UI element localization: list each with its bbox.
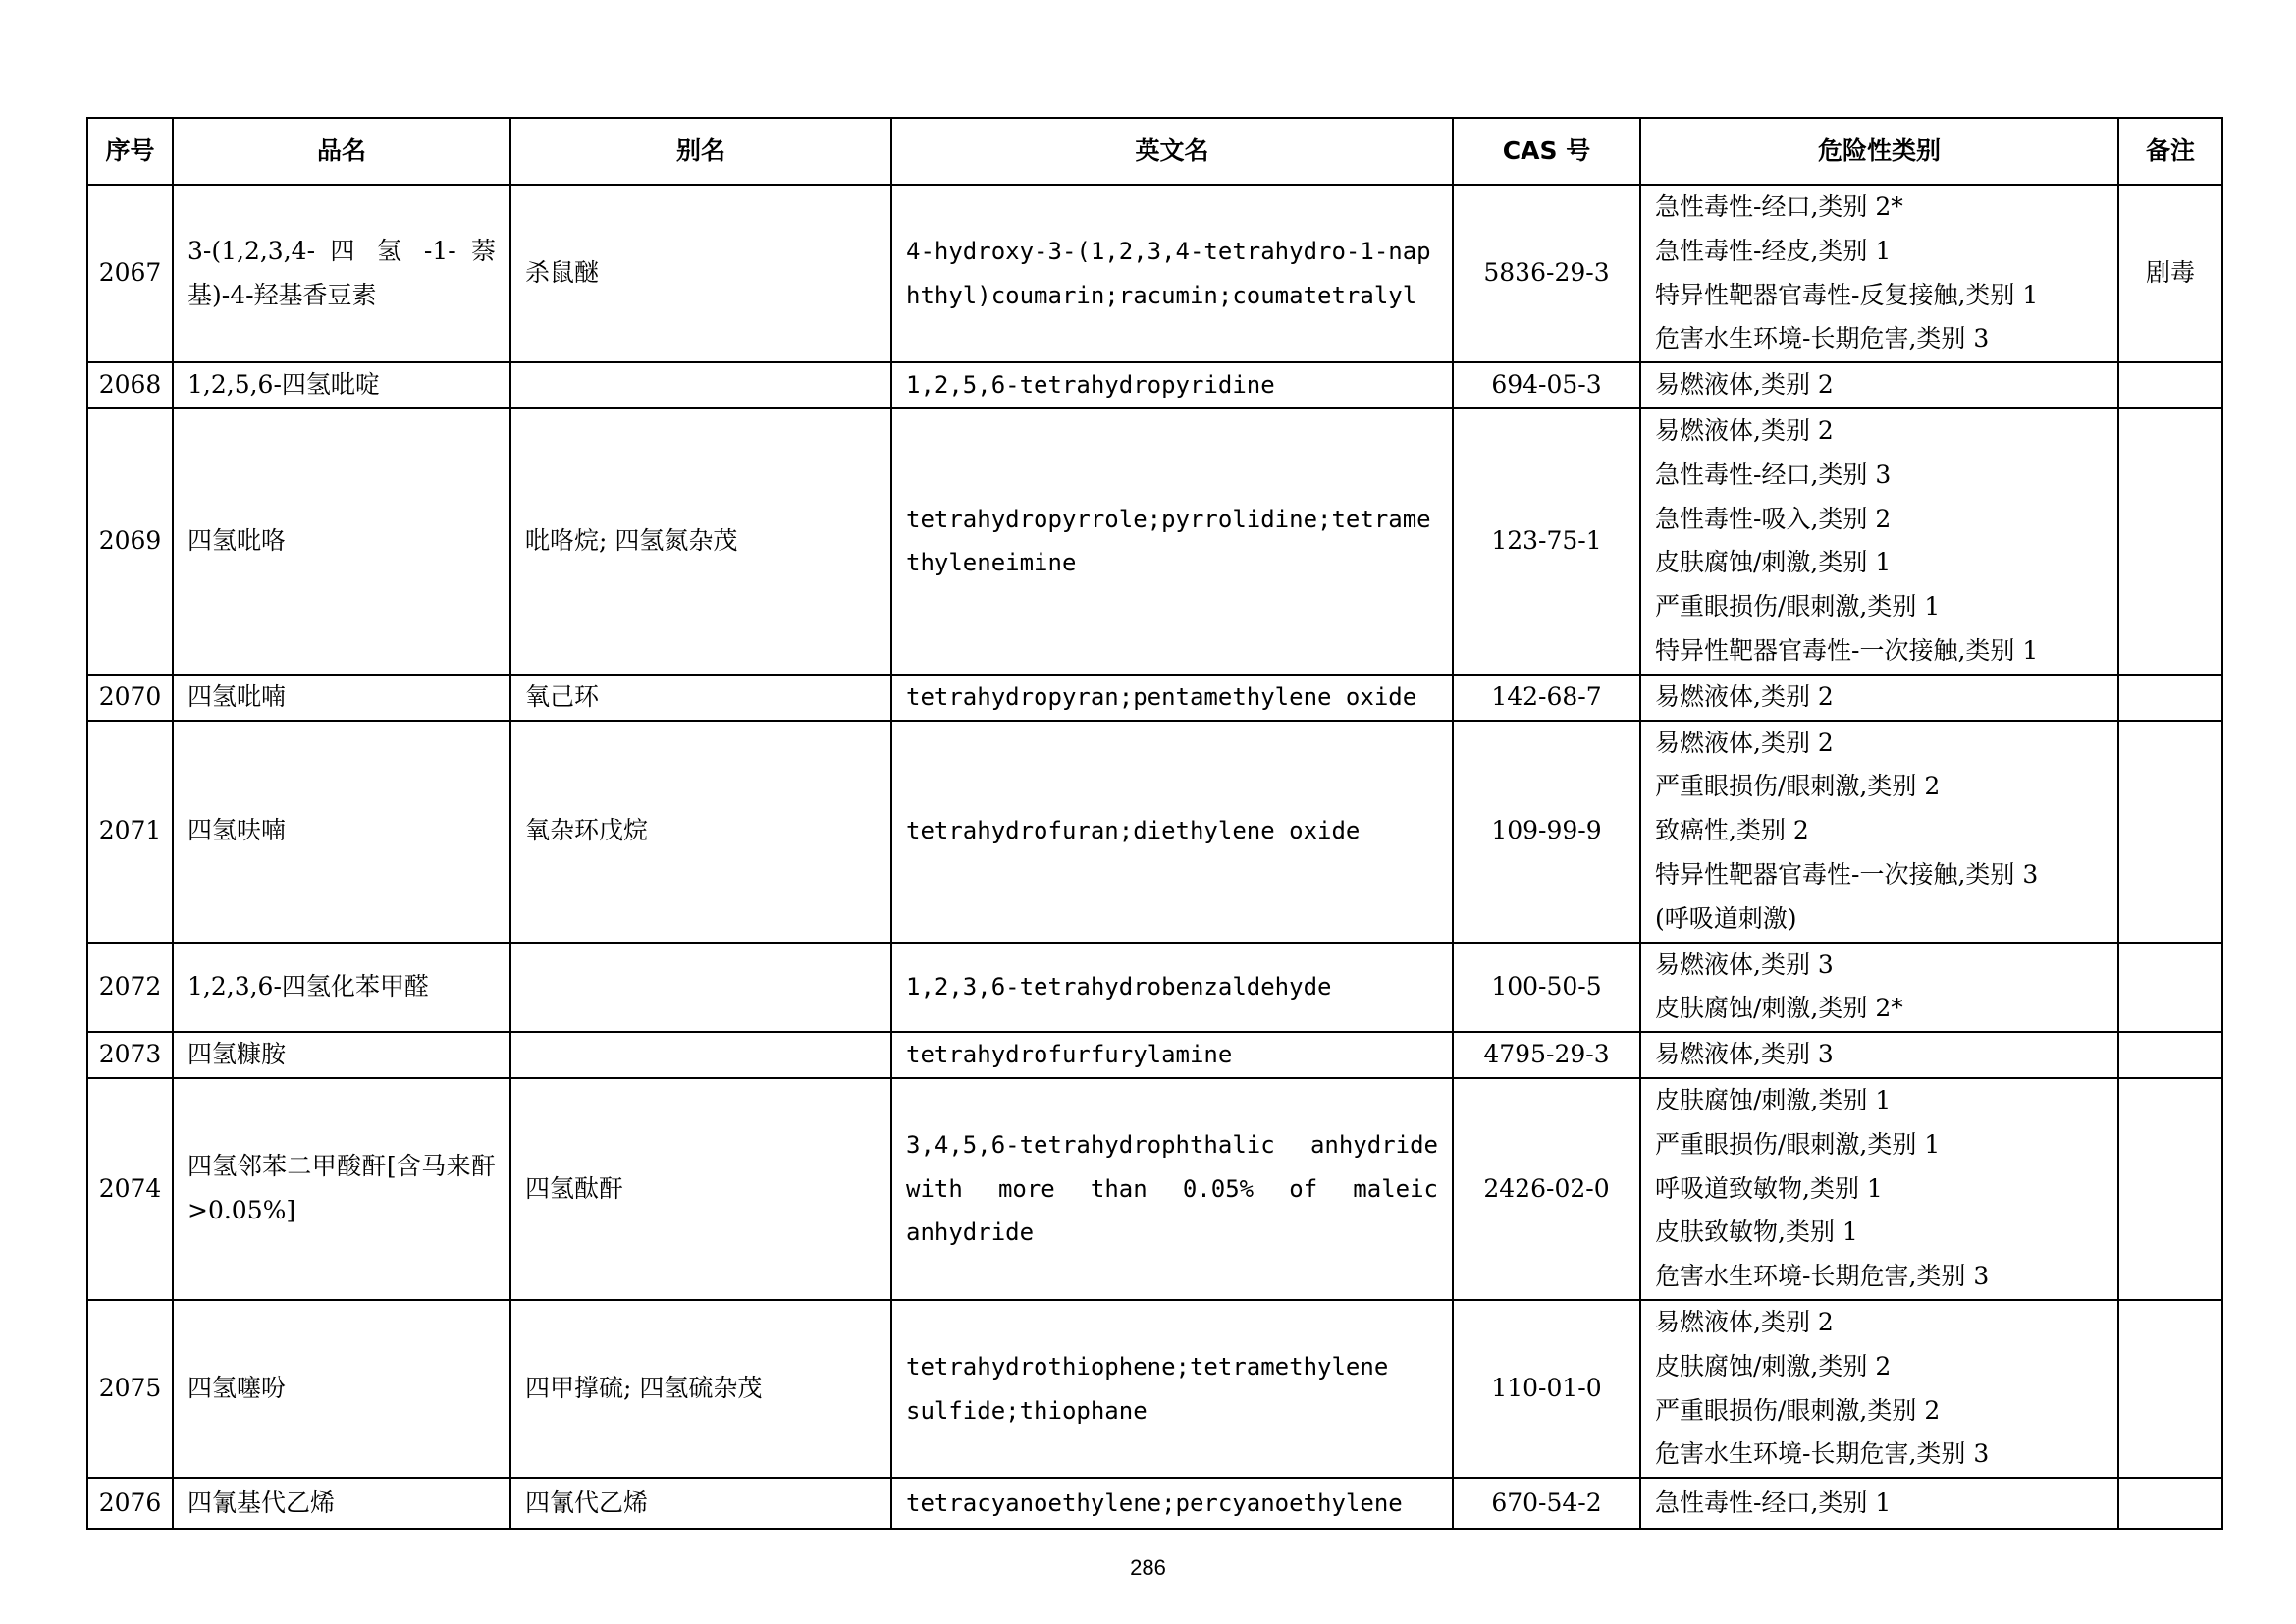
hazard-line: 严重眼损伤/眼刺激,类别 2 (1655, 1395, 1941, 1425)
cell-cas-number: 2426-02-0 (1453, 1078, 1640, 1300)
table-row (87, 408, 2222, 675)
hazard-line: 特异性靶器官毒性-反复接触,类别 1 (1655, 280, 2039, 309)
cell-hazard-list (1640, 1032, 2118, 1078)
hazard-line: 易燃液体,类别 2 (1655, 681, 1834, 711)
table-row (87, 1032, 2222, 1078)
cell-alias: 四氰代乙烯 (510, 1478, 891, 1529)
cell-remark (2118, 943, 2222, 1033)
cell-hazard-list (1640, 675, 2118, 721)
cell-cas-number: 670-54-2 (1453, 1478, 1640, 1529)
cell-serial-number: 2074 (87, 1078, 173, 1300)
cell-english-name: tetrahydrofurfurylamine (891, 1032, 1453, 1078)
cell-alias (510, 362, 891, 408)
hazard-line: 皮肤腐蚀/刺激,类别 1 (1655, 548, 1892, 577)
cell-english-name: 3,4,5,6-tetrahydrophthalic anhydride with more than 0.05% of maleic anhydride (891, 1078, 1453, 1300)
hazard-line: 严重眼损伤/眼刺激,类别 1 (1655, 592, 1941, 622)
hazard-line: 特异性靶器官毒性-一次接触,类别 3 (1655, 859, 2039, 889)
hazard-line: 易燃液体,类别 3 (1655, 1040, 1834, 1069)
table-row (87, 675, 2222, 721)
cell-hazard-list (1640, 1078, 2118, 1300)
cell-alias: 杀鼠醚 (510, 185, 891, 362)
cell-cas-number: 4795-29-3 (1453, 1032, 1640, 1078)
cell-cas-number: 5836-29-3 (1453, 185, 1640, 362)
cell-english-name: 4-hydroxy-3-(1,2,3,4-tetrahydro-1-naphthyl)coumarin;racumin;coumatetralyl (891, 185, 1453, 362)
header-remark: 备注 (2118, 118, 2222, 185)
hazard-line: 急性毒性-经口,类别 2* (1655, 192, 1903, 221)
page-number: 286 (1130, 1555, 1166, 1580)
cell-serial-number: 2072 (87, 943, 173, 1033)
cell-serial-number: 2067 (87, 185, 173, 362)
hazard-line: (呼吸道刺激) (1655, 903, 1797, 933)
table-row (87, 1478, 2222, 1529)
cell-product-name: 四氢呋喃 (173, 721, 510, 943)
table-row (87, 721, 2222, 943)
cell-serial-number: 2073 (87, 1032, 173, 1078)
cell-remark (2118, 675, 2222, 721)
cell-serial-number: 2075 (87, 1300, 173, 1478)
cell-serial-number: 2069 (87, 408, 173, 675)
hazard-line: 危害水生环境-长期危害,类别 3 (1655, 1262, 1990, 1291)
header-cas-number: CAS 号 (1453, 118, 1640, 185)
hazard-line: 皮肤腐蚀/刺激,类别 1 (1655, 1085, 1892, 1114)
cell-hazard-list (1640, 1478, 2118, 1529)
cell-remark (2118, 1300, 2222, 1478)
cell-product-name: 1,2,5,6-四氢吡啶 (173, 362, 510, 408)
cell-product-name: 四氢吡咯 (173, 408, 510, 675)
cell-english-name: tetrahydrothiophene;tetramethylene sulfide;thiophane (891, 1300, 1453, 1478)
cell-english-name: tetracyanoethylene;percyanoethylene (891, 1478, 1453, 1529)
cell-cas-number: 142-68-7 (1453, 675, 1640, 721)
hazard-line: 致癌性,类别 2 (1655, 816, 1809, 845)
cell-cas-number: 110-01-0 (1453, 1300, 1640, 1478)
hazard-line: 严重眼损伤/眼刺激,类别 2 (1655, 772, 1941, 801)
cell-english-name: 1,2,5,6-tetrahydropyridine (891, 362, 1453, 408)
chemical-table-container (86, 117, 2221, 1530)
hazard-line: 皮肤腐蚀/刺激,类别 2* (1655, 994, 1903, 1023)
hazard-line: 易燃液体,类别 2 (1655, 1307, 1834, 1336)
hazard-line: 皮肤腐蚀/刺激,类别 2 (1655, 1351, 1892, 1380)
hazard-line: 呼吸道致敏物,类别 1 (1655, 1173, 1883, 1203)
cell-product-name: 四氢邻苯二甲酸酐[含马来酐>0.05%] (173, 1078, 510, 1300)
table-row (87, 185, 2222, 362)
cell-remark (2118, 1478, 2222, 1529)
hazard-line: 危害水生环境-长期危害,类别 3 (1655, 324, 1990, 353)
cell-product-name: 四氢吡喃 (173, 675, 510, 721)
cell-english-name: tetrahydrofuran;diethylene oxide (891, 721, 1453, 943)
table-row (87, 362, 2222, 408)
hazard-line: 特异性靶器官毒性-一次接触,类别 1 (1655, 635, 2039, 665)
hazard-line: 急性毒性-经皮,类别 1 (1655, 236, 1892, 265)
table-row (87, 1300, 2222, 1478)
cell-alias: 氧己环 (510, 675, 891, 721)
cell-english-name: tetrahydropyrrole;pyrrolidine;tetramethyleneimine (891, 408, 1453, 675)
hazard-line: 危害水生环境-长期危害,类别 3 (1655, 1439, 1990, 1469)
cell-remark (2118, 362, 2222, 408)
hazard-line: 易燃液体,类别 2 (1655, 370, 1834, 400)
cell-remark (2118, 721, 2222, 943)
cell-hazard-list (1640, 721, 2118, 943)
cell-hazard-list (1640, 362, 2118, 408)
hazard-line: 易燃液体,类别 2 (1655, 415, 1834, 445)
header-product-name: 品名 (173, 118, 510, 185)
cell-serial-number: 2070 (87, 675, 173, 721)
cell-remark (2118, 1032, 2222, 1078)
chemical-table (86, 117, 2223, 1530)
cell-product-name: 四氰基代乙烯 (173, 1478, 510, 1529)
cell-hazard-list (1640, 408, 2118, 675)
table-header-row (87, 118, 2222, 185)
cell-serial-number: 2068 (87, 362, 173, 408)
header-hazard-category: 危险性类别 (1640, 118, 2118, 185)
cell-product-name: 四氢噻吩 (173, 1300, 510, 1478)
cell-alias: 吡咯烷; 四氢氮杂茂 (510, 408, 891, 675)
cell-alias (510, 1032, 891, 1078)
cell-cas-number: 123-75-1 (1453, 408, 1640, 675)
header-english-name: 英文名 (891, 118, 1453, 185)
cell-product-name: 四氢糠胺 (173, 1032, 510, 1078)
cell-alias: 四甲撑硫; 四氢硫杂茂 (510, 1300, 891, 1478)
cell-english-name: tetrahydropyran;pentamethylene oxide (891, 675, 1453, 721)
header-serial-number: 序号 (87, 118, 173, 185)
hazard-line: 急性毒性-经口,类别 3 (1655, 460, 1892, 489)
cell-remark (2118, 1078, 2222, 1300)
hazard-line: 易燃液体,类别 3 (1655, 949, 1834, 979)
cell-serial-number: 2071 (87, 721, 173, 943)
table-row (87, 1078, 2222, 1300)
cell-serial-number: 2076 (87, 1478, 173, 1529)
cell-alias: 氧杂环戊烷 (510, 721, 891, 943)
cell-cas-number: 109-99-9 (1453, 721, 1640, 943)
cell-english-name: 1,2,3,6-tetrahydrobenzaldehyde (891, 943, 1453, 1033)
cell-remark (2118, 408, 2222, 675)
header-alias: 别名 (510, 118, 891, 185)
cell-alias: 四氢酞酐 (510, 1078, 891, 1300)
table-row (87, 943, 2222, 1033)
hazard-line: 急性毒性-吸入,类别 2 (1655, 504, 1892, 533)
cell-product-name: 3-(1,2,3,4- 四 氢 -1- 萘基)-4-羟基香豆素 (173, 185, 510, 362)
hazard-line: 皮肤致敏物,类别 1 (1655, 1218, 1858, 1247)
cell-hazard-list (1640, 185, 2118, 362)
cell-alias (510, 943, 891, 1033)
cell-remark: 剧毒 (2118, 185, 2222, 362)
cell-cas-number: 694-05-3 (1453, 362, 1640, 408)
hazard-line: 急性毒性-经口,类别 1 (1655, 1488, 1892, 1517)
cell-hazard-list (1640, 1300, 2118, 1478)
hazard-line: 严重眼损伤/眼刺激,类别 1 (1655, 1129, 1941, 1159)
hazard-line: 易燃液体,类别 2 (1655, 728, 1834, 757)
cell-hazard-list (1640, 943, 2118, 1033)
cell-cas-number: 100-50-5 (1453, 943, 1640, 1033)
cell-product-name: 1,2,3,6-四氢化苯甲醛 (173, 943, 510, 1033)
